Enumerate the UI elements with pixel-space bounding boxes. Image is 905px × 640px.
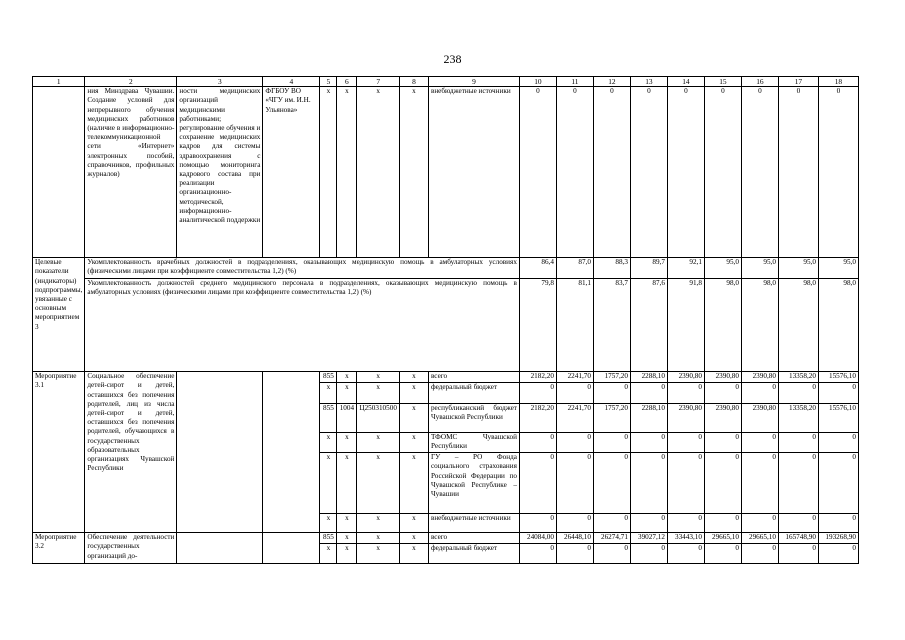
target-text-cell: Укомплектованность врачебных должностей в подразделениях, оказывающих медицинскую помощь в амбулаторных условиях (физическими лицами при коэффициенте совместительства 1,2) (%): [85, 258, 520, 279]
table-row: [33, 77, 859, 87]
value-cell: 83,7: [593, 279, 630, 372]
column-header: 18: [818, 77, 858, 87]
code-cell: x: [337, 544, 357, 564]
funding-source-cell: федеральный бюджет: [428, 544, 519, 564]
table-row: [33, 372, 859, 383]
value-cell: 15576,10: [818, 372, 858, 383]
value-cell: 0: [667, 87, 704, 258]
column-header: 13: [630, 77, 667, 87]
code-cell: x: [399, 383, 428, 404]
value-cell: 89,7: [630, 258, 667, 279]
measure-name-cell: ния Минздрава Чувашии. Создание условий для непрерывного обучения медицинских работников (наличие в информационно-телекоммуникационной сети «Интернет» электронных пособий, справочников, профильных журналов): [85, 87, 177, 258]
value-cell: 29665,10: [741, 533, 778, 544]
code-cell: x: [320, 433, 337, 453]
targets-label-cell: Целевые показатели (индикаторы) подпрограммы, увязанные с основным мероприятием 3: [33, 258, 85, 372]
value-cell: 0: [556, 514, 593, 533]
value-cell: 0: [667, 383, 704, 404]
column-header: 15: [704, 77, 741, 87]
value-cell: 0: [630, 87, 667, 258]
code-cell: x: [320, 87, 337, 258]
value-cell: 0: [741, 87, 778, 258]
value-cell: 24084,00: [519, 533, 556, 544]
value-cell: 2390,80: [741, 404, 778, 433]
code-cell: x: [357, 544, 400, 564]
code-cell: x: [320, 383, 337, 404]
value-cell: 165748,90: [778, 533, 818, 544]
measure-label-cell: [33, 87, 85, 258]
value-cell: 0: [593, 453, 630, 514]
value-cell: 0: [630, 544, 667, 564]
code-cell: x: [399, 433, 428, 453]
value-cell: 0: [519, 87, 556, 258]
value-cell: 1757,20: [593, 404, 630, 433]
value-cell: 193268,90: [818, 533, 858, 544]
column-header: 3: [177, 77, 263, 87]
code-cell: Ц250310500: [357, 404, 400, 433]
value-cell: 0: [519, 383, 556, 404]
target-text-cell: Укомплектованность должностей среднего медицинского персонала в подразделениях, оказывающих медицинскую помощь в амбулаторных условиях (физическими лицами при коэффициенте совместительства 1,2) (%): [85, 279, 520, 372]
page-number: 238: [443, 52, 462, 66]
value-cell: 98,0: [818, 279, 858, 372]
value-cell: 0: [667, 433, 704, 453]
code-cell: 1004: [337, 404, 357, 433]
code-cell: x: [320, 453, 337, 514]
value-cell: 2390,80: [741, 372, 778, 383]
value-cell: 0: [704, 433, 741, 453]
measure-label-cell: Мероприятие 3.1: [33, 372, 85, 533]
column-header: 11: [556, 77, 593, 87]
funding-source-cell: всего: [428, 372, 519, 383]
code-cell: 855: [320, 533, 337, 544]
column-header: 9: [428, 77, 519, 87]
value-cell: 13358,20: [778, 404, 818, 433]
value-cell: 0: [593, 87, 630, 258]
code-cell: x: [399, 87, 428, 258]
funding-source-cell: ГУ – РО Фонда социального страхования Российской Федерации по Чувашской Республике – Чувашии: [428, 453, 519, 514]
value-cell: 0: [519, 453, 556, 514]
column-header: 8: [399, 77, 428, 87]
value-cell: 0: [818, 87, 858, 258]
value-cell: 0: [818, 453, 858, 514]
table-row: [33, 533, 859, 544]
measure-task-cell: ности медицинских организаций медицинскими работниками; регулирование обучения и сохранение медицинских кадров для системы здравоохранения с помощью мониторинга кадрового состава при реализации организационно-методической, информационно-аналитической поддержки: [177, 87, 263, 258]
value-cell: 0: [704, 87, 741, 258]
value-cell: 0: [778, 433, 818, 453]
value-cell: 29665,10: [704, 533, 741, 544]
value-cell: 98,0: [741, 279, 778, 372]
value-cell: 0: [667, 544, 704, 564]
value-cell: 1757,20: [593, 372, 630, 383]
column-header: 17: [778, 77, 818, 87]
value-cell: 92,1: [667, 258, 704, 279]
code-cell: x: [337, 433, 357, 453]
value-cell: 2390,80: [704, 372, 741, 383]
measure-label-cell: Мероприятие 3.2: [33, 533, 85, 564]
code-cell: x: [357, 383, 400, 404]
value-cell: 0: [519, 544, 556, 564]
column-header: 1: [33, 77, 85, 87]
code-cell: x: [337, 87, 357, 258]
value-cell: 0: [778, 453, 818, 514]
measure-name-cell: Обеспечение деятельности государственных организаций до-: [85, 533, 177, 564]
code-cell: 855: [320, 372, 337, 383]
value-cell: 79,8: [519, 279, 556, 372]
value-cell: 0: [704, 383, 741, 404]
value-cell: 0: [741, 383, 778, 404]
code-cell: 855: [320, 404, 337, 433]
value-cell: 0: [519, 514, 556, 533]
value-cell: 0: [630, 453, 667, 514]
code-cell: x: [337, 514, 357, 533]
value-cell: 0: [630, 383, 667, 404]
value-cell: 0: [519, 433, 556, 453]
column-header: 5: [320, 77, 337, 87]
value-cell: 0: [818, 433, 858, 453]
value-cell: 2241,70: [556, 404, 593, 433]
executor-cell: [263, 372, 320, 533]
value-cell: 33443,10: [667, 533, 704, 544]
value-cell: 0: [704, 453, 741, 514]
value-cell: 98,0: [778, 279, 818, 372]
code-cell: x: [399, 404, 428, 433]
value-cell: 0: [556, 87, 593, 258]
table-row: [33, 87, 859, 258]
value-cell: 26274,71: [593, 533, 630, 544]
code-cell: x: [337, 383, 357, 404]
funding-source-cell: внебюджетные источники: [428, 87, 519, 258]
executor-cell: [263, 533, 320, 564]
value-cell: 0: [630, 514, 667, 533]
code-cell: x: [320, 544, 337, 564]
code-cell: x: [399, 372, 428, 383]
value-cell: 86,4: [519, 258, 556, 279]
column-header: 10: [519, 77, 556, 87]
code-cell: x: [357, 372, 400, 383]
value-cell: 0: [818, 544, 858, 564]
value-cell: 95,0: [741, 258, 778, 279]
code-cell: x: [337, 453, 357, 514]
code-cell: x: [357, 433, 400, 453]
value-cell: 13358,20: [778, 372, 818, 383]
value-cell: 95,0: [778, 258, 818, 279]
column-header: 2: [85, 77, 177, 87]
value-cell: 0: [556, 544, 593, 564]
value-cell: 0: [818, 514, 858, 533]
code-cell: x: [357, 453, 400, 514]
executor-cell: ФГБОУ ВО «ЧГУ им. И.Н. Ульянова»: [263, 87, 320, 258]
table-row: [33, 258, 859, 279]
value-cell: 95,0: [704, 258, 741, 279]
funding-source-cell: ТФОМС Чувашской Республики: [428, 433, 519, 453]
value-cell: 2182,20: [519, 372, 556, 383]
value-cell: 2390,80: [667, 404, 704, 433]
column-header: 6: [337, 77, 357, 87]
value-cell: 2288,10: [630, 372, 667, 383]
code-cell: x: [357, 533, 400, 544]
value-cell: 2241,70: [556, 372, 593, 383]
value-cell: 0: [741, 453, 778, 514]
program-table: [32, 76, 859, 564]
column-header: 7: [357, 77, 400, 87]
code-cell: x: [320, 514, 337, 533]
column-header: 12: [593, 77, 630, 87]
value-cell: 0: [556, 433, 593, 453]
value-cell: 0: [778, 383, 818, 404]
funding-source-cell: федеральный бюджет: [428, 383, 519, 404]
measure-name-cell: Социальное обеспечение детей-сирот и детей, оставшихся без попечения родителей, лиц из числа детей-сирот и детей, оставшихся без попечения родителей, обучающихся в государственных образовательных организациях Чувашской Республики: [85, 372, 177, 533]
code-cell: x: [357, 514, 400, 533]
value-cell: 0: [667, 453, 704, 514]
code-cell: x: [337, 533, 357, 544]
value-cell: 0: [704, 544, 741, 564]
column-header: 16: [741, 77, 778, 87]
value-cell: 39027,12: [630, 533, 667, 544]
code-cell: x: [399, 514, 428, 533]
value-cell: 0: [593, 544, 630, 564]
value-cell: 0: [667, 514, 704, 533]
value-cell: 98,0: [704, 279, 741, 372]
value-cell: 0: [778, 87, 818, 258]
measure-task-cell: [177, 372, 263, 533]
value-cell: 0: [778, 514, 818, 533]
value-cell: 2390,80: [704, 404, 741, 433]
code-cell: x: [357, 87, 400, 258]
value-cell: 81,1: [556, 279, 593, 372]
code-cell: x: [399, 544, 428, 564]
table-row: [33, 279, 859, 372]
code-cell: x: [399, 453, 428, 514]
value-cell: 0: [593, 514, 630, 533]
value-cell: 87,0: [556, 258, 593, 279]
code-cell: x: [399, 533, 428, 544]
measure-task-cell: [177, 533, 263, 564]
value-cell: 0: [556, 383, 593, 404]
value-cell: 0: [741, 514, 778, 533]
funding-source-cell: всего: [428, 533, 519, 544]
value-cell: 2182,20: [519, 404, 556, 433]
value-cell: 0: [593, 383, 630, 404]
code-cell: x: [337, 372, 357, 383]
value-cell: 88,3: [593, 258, 630, 279]
value-cell: 91,8: [667, 279, 704, 372]
value-cell: 2390,80: [667, 372, 704, 383]
value-cell: 0: [630, 433, 667, 453]
funding-source-cell: республиканский бюджет Чувашской Республики: [428, 404, 519, 433]
value-cell: 0: [741, 544, 778, 564]
value-cell: 2288,10: [630, 404, 667, 433]
value-cell: 0: [556, 453, 593, 514]
value-cell: 0: [778, 544, 818, 564]
value-cell: 95,0: [818, 258, 858, 279]
column-header: 4: [263, 77, 320, 87]
value-cell: 15576,10: [818, 404, 858, 433]
value-cell: 0: [704, 514, 741, 533]
value-cell: 26448,10: [556, 533, 593, 544]
funding-source-cell: внебюджетные источники: [428, 514, 519, 533]
value-cell: 87,6: [630, 279, 667, 372]
column-header: 14: [667, 77, 704, 87]
value-cell: 0: [593, 433, 630, 453]
value-cell: 0: [741, 433, 778, 453]
value-cell: 0: [818, 383, 858, 404]
